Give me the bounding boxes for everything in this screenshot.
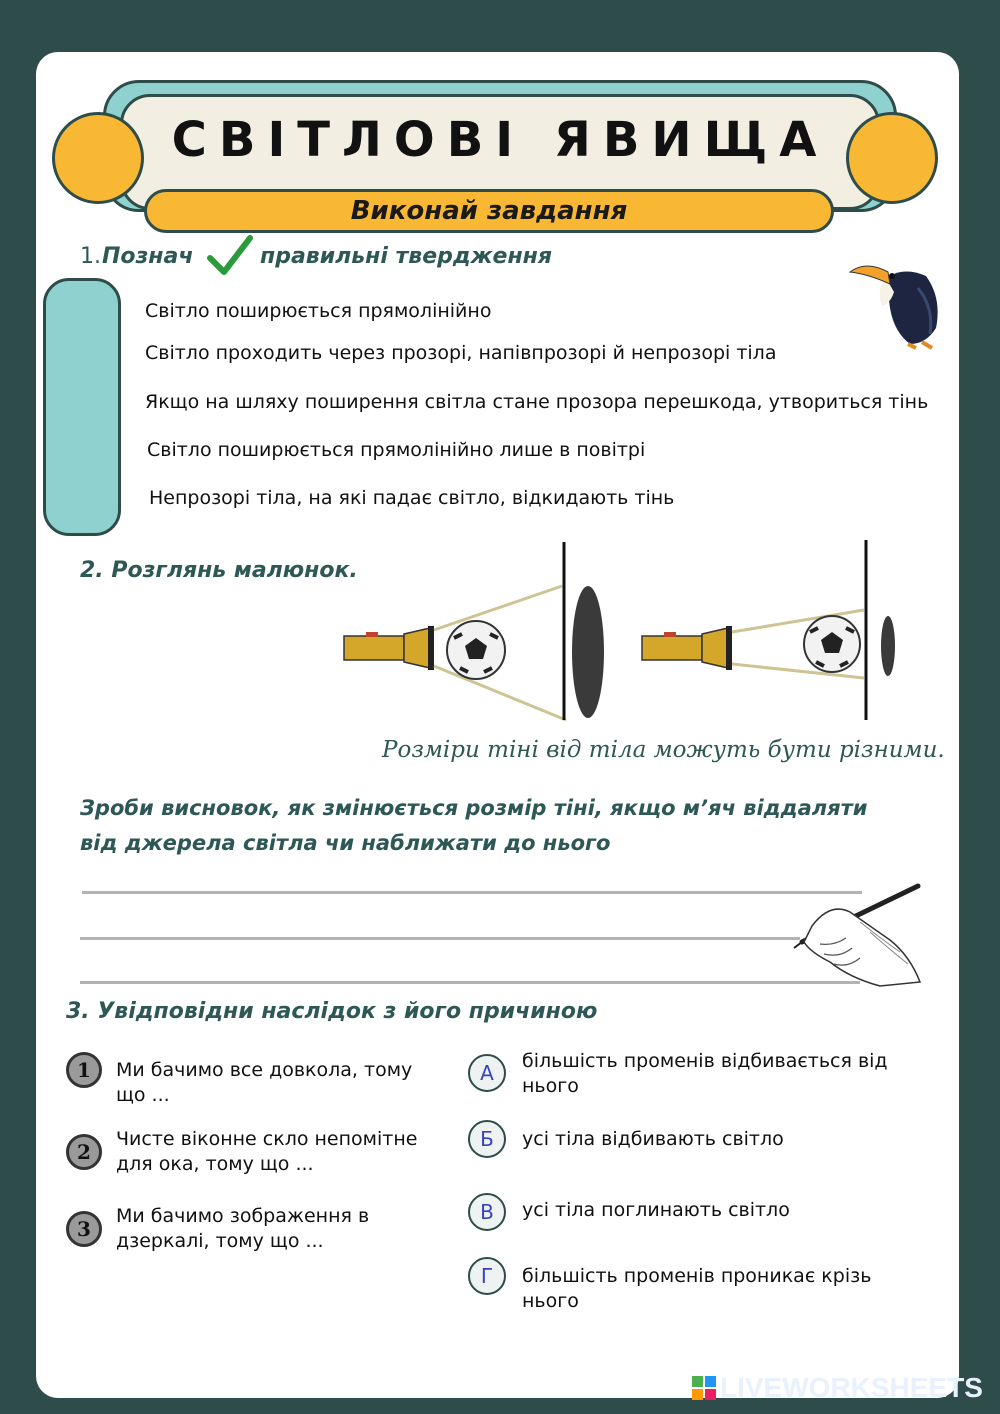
- shadow-right: [881, 616, 895, 676]
- cause-1[interactable]: Ми бачимо все довкола, тому що ...: [116, 1059, 413, 1106]
- answer-b[interactable]: усі тіла відбивають світло: [522, 1128, 784, 1150]
- cause-3-badge: 3: [66, 1211, 102, 1247]
- cause-1-badge: 1: [66, 1052, 102, 1088]
- liveworksheets-logo-icon: [692, 1376, 716, 1400]
- statement-2[interactable]: Світло проходить через прозорі, напівпрозорі й непрозорі тіла: [145, 342, 777, 364]
- answer-a-badge: А: [468, 1054, 506, 1092]
- answer-g-badge: Г: [468, 1257, 506, 1295]
- statement-3[interactable]: Якщо на шляху поширення світла стане прозора перешкода, утвориться тінь: [145, 391, 929, 413]
- answer-g[interactable]: більшість променів проникає крізь нього: [522, 1265, 872, 1312]
- answer-v-badge: В: [468, 1193, 506, 1231]
- ball-right-icon: [804, 616, 860, 672]
- task1-heading-rest: правильні твердження: [260, 244, 553, 269]
- task2-prompt-line2: від джерела світла чи наближати до нього: [80, 831, 611, 855]
- statement-4[interactable]: Світло поширюється прямолінійно лише в повітрі: [147, 439, 646, 461]
- flashlight-left-icon: [344, 626, 434, 670]
- cause-2-badge: 2: [66, 1134, 102, 1170]
- subtitle: Виконай завдання: [144, 189, 834, 233]
- ball-left-icon: [447, 621, 505, 679]
- task1-heading-mark: Познач: [102, 244, 194, 269]
- shadow-illustration: [330, 538, 920, 724]
- writing-hand-icon: [790, 882, 924, 990]
- flashlight-right-icon: [642, 626, 732, 670]
- answer-b-badge: Б: [468, 1120, 506, 1158]
- statement-1[interactable]: Світло поширюється прямолінійно: [145, 300, 492, 322]
- answer-box[interactable]: [43, 278, 121, 536]
- statement-5[interactable]: Непрозорі тіла, на які падає світло, відкидають тінь: [149, 487, 675, 509]
- shadow-left: [572, 586, 604, 718]
- answer-line-3[interactable]: [80, 981, 860, 984]
- answer-line-2[interactable]: [80, 937, 800, 940]
- answer-a[interactable]: більшість променів відбивається від нього: [522, 1050, 888, 1097]
- cause-3[interactable]: Ми бачимо зображення в дзеркалі, тому що ...: [116, 1205, 370, 1252]
- answer-v[interactable]: усі тіла поглинають світло: [522, 1199, 790, 1221]
- task1-number: 1.: [80, 244, 101, 269]
- task2-caption: Розміри тіні від тіла можуть бути різними.: [382, 737, 945, 763]
- liveworksheets-logo[interactable]: LIVEWORKSHEETS: [720, 1372, 983, 1403]
- left-decor-circle: [52, 112, 144, 204]
- task2-heading: 2. Розглянь малюнок.: [80, 558, 358, 583]
- task2-prompt-line1: Зроби висновок, як змінюється розмір тіні, якщо м’яч віддаляти: [80, 796, 868, 820]
- cause-2[interactable]: Чисте віконне скло непомітне для ока, тому що ...: [116, 1128, 418, 1175]
- task3-heading: 3. Увідповідни наслідок з його причиною: [66, 999, 598, 1024]
- answer-line-1[interactable]: [82, 891, 862, 894]
- toucan-icon: [846, 248, 950, 352]
- page-title: СВІТЛОВІ ЯВИЩА: [171, 112, 829, 168]
- checkmark-icon: [206, 234, 254, 278]
